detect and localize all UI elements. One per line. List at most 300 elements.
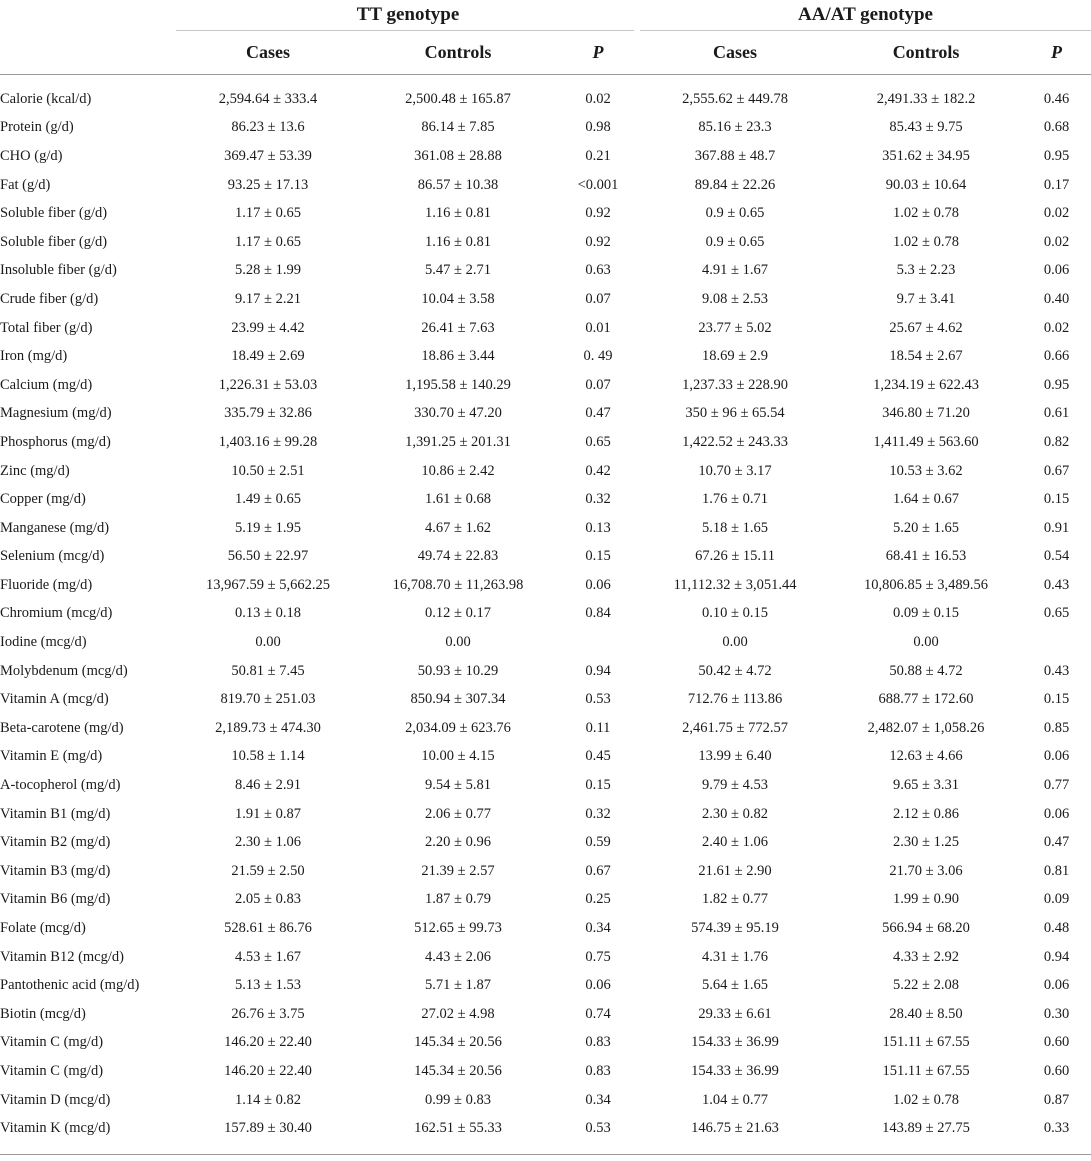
tt-p-cell: 0.65 (585, 433, 611, 450)
tt-p-cell: 0.98 (585, 119, 611, 136)
row-label: Calorie (kcal/d) (0, 90, 92, 107)
tt-controls-cell: 27.02 ± 4.98 (421, 1005, 495, 1022)
tt-p-cell: 0.07 (585, 290, 611, 307)
aa-controls-cell: 25.67 ± 4.62 (889, 319, 963, 336)
aa-cases-cell: 154.33 ± 36.99 (691, 1034, 779, 1051)
row-label: Chromium (mcg/d) (0, 605, 113, 622)
tt-controls-cell: 1,195.58 ± 140.29 (405, 376, 511, 393)
aa-cases-cell: 146.75 ± 21.63 (691, 1120, 779, 1137)
aa-controls-cell: 346.80 ± 71.20 (882, 405, 970, 422)
row-label: Vitamin K (mcg/d) (0, 1120, 111, 1137)
table-row (0, 1086, 1091, 1115)
row-label: Zinc (mg/d) (0, 462, 70, 479)
table-row (0, 600, 1091, 629)
aa-cases-cell: 1,237.33 ± 228.90 (682, 376, 788, 393)
tt-p-cell: 0.15 (585, 777, 611, 794)
aa-controls-cell: 2,482.07 ± 1,058.26 (867, 719, 985, 736)
tt-cases-cell: 1,226.31 ± 53.03 (218, 376, 318, 393)
aa-controls-cell: 2,491.33 ± 182.2 (876, 90, 976, 107)
tt-p-cell: 0.45 (585, 748, 611, 765)
aa-cases-cell: 85.16 ± 23.3 (698, 119, 772, 136)
aa-p-cell: 0.95 (1043, 147, 1070, 164)
aa-p-cell: 0.91 (1043, 519, 1070, 536)
aa-controls-cell: 2.30 ± 1.25 (893, 834, 960, 851)
tt-p-cell: 0.07 (585, 376, 611, 393)
aa-cases-cell: 574.39 ± 95.19 (691, 920, 779, 937)
aa-controls-cell: 1,411.49 ± 563.60 (873, 433, 979, 450)
aa-p-cell: 0.06 (1043, 805, 1070, 822)
table-bottom-rule (0, 1154, 1091, 1155)
aa-cases-cell: 18.69 ± 2.9 (702, 348, 769, 365)
tt-p-cell: 0.32 (585, 491, 611, 508)
tt-controls-cell: 2,500.48 ± 165.87 (405, 90, 511, 107)
aa-cases-cell: 712.76 ± 113.86 (687, 691, 783, 708)
row-label: Vitamin B2 (mg/d) (0, 834, 111, 851)
aa-p-cell: 0.33 (1043, 1120, 1070, 1137)
table-row (0, 257, 1091, 286)
aa-p-cell: 0.95 (1043, 376, 1070, 393)
tt-p-cell (556, 628, 640, 657)
tt-cases-cell: 8.46 ± 2.91 (235, 777, 301, 794)
row-label: Soluble fiber (g/d) (0, 233, 108, 250)
col-header-tt-cases: Cases (246, 41, 290, 62)
aa-p-cell: 0.60 (1043, 1062, 1070, 1079)
row-label: Iodine (mcg/d) (0, 634, 87, 651)
tt-controls-cell: 1,391.25 ± 201.31 (405, 433, 511, 450)
tt-p-cell: 0.15 (585, 548, 611, 565)
aa-p-cell: 0.06 (1043, 748, 1070, 765)
aa-controls-cell: 5.22 ± 2.08 (893, 977, 960, 994)
tt-controls-cell: 10.00 ± 4.15 (421, 748, 495, 765)
row-label: Beta-carotene (mg/d) (0, 719, 124, 736)
aa-p-cell (1022, 628, 1091, 657)
tt-controls-cell: 0.99 ± 0.83 (425, 1091, 491, 1108)
aa-p-cell: 0.61 (1043, 405, 1070, 422)
aa-p-cell: 0.77 (1043, 777, 1070, 794)
table-row (0, 628, 1091, 657)
aa-controls-cell: 143.89 ± 27.75 (882, 1120, 970, 1137)
aa-controls-cell: 0.00 (913, 634, 939, 651)
aa-p-cell: 0.60 (1043, 1034, 1070, 1051)
tt-controls-cell: 86.57 ± 10.38 (417, 176, 499, 193)
aa-p-cell: 0.81 (1043, 862, 1070, 879)
aa-p-cell: 0.15 (1043, 691, 1070, 708)
tt-controls-cell: 1.61 ± 0.68 (425, 491, 491, 508)
row-label: Selenium (mcg/d) (0, 548, 105, 565)
aa-p-cell: 0.65 (1043, 605, 1070, 622)
row-label: Copper (mg/d) (0, 491, 86, 508)
tt-controls-cell: 18.86 ± 3.44 (421, 348, 495, 365)
aa-cases-cell: 23.77 ± 5.02 (698, 319, 772, 336)
row-label: Phosphorus (mg/d) (0, 433, 111, 450)
tt-p-cell: 0.92 (585, 205, 611, 222)
aa-cases-cell: 29.33 ± 6.61 (698, 1005, 772, 1022)
row-label: Vitamin D (mcg/d) (0, 1091, 111, 1108)
tt-p-cell: 0.21 (585, 147, 611, 164)
tt-p-cell: 0.67 (585, 862, 611, 879)
aa-p-cell: 0.68 (1043, 119, 1070, 136)
tt-cases-cell: 23.99 ± 4.42 (231, 319, 305, 336)
tt-controls-cell: 2.20 ± 0.96 (425, 834, 491, 851)
col-header-aa-p: P (1051, 41, 1063, 62)
aa-cases-cell: 2,555.62 ± 449.78 (682, 90, 788, 107)
table-row (0, 886, 1091, 915)
tt-p-cell: 0.02 (585, 90, 611, 107)
aa-controls-cell: 5.20 ± 1.65 (893, 519, 960, 536)
aa-p-cell: 0.17 (1043, 176, 1070, 193)
table-row (0, 1057, 1091, 1086)
aa-controls-cell: 4.33 ± 2.92 (893, 948, 960, 965)
empty-label-header (0, 30, 176, 74)
aa-controls-cell: 151.11 ± 67.55 (882, 1034, 970, 1051)
tt-p-cell: 0.83 (585, 1062, 611, 1079)
row-label: Insoluble fiber (g/d) (0, 262, 117, 279)
aa-controls-cell: 21.70 ± 3.06 (889, 862, 963, 879)
aa-cases-cell: 2.30 ± 0.82 (702, 805, 769, 822)
table-row (0, 1114, 1091, 1143)
tt-cases-cell: 2,594.64 ± 333.4 (218, 90, 318, 107)
aa-cases-cell: 9.79 ± 4.53 (702, 777, 769, 794)
aa-cases-cell: 0.00 (722, 634, 748, 651)
aa-p-cell: 0.43 (1043, 662, 1070, 679)
tt-cases-cell: 26.76 ± 3.75 (231, 1005, 305, 1022)
tt-p-cell: 0.42 (585, 462, 611, 479)
tt-controls-cell: 361.08 ± 28.88 (414, 147, 502, 164)
aa-cases-cell: 1,422.52 ± 243.33 (682, 433, 788, 450)
table-body (0, 85, 1091, 1143)
tt-cases-cell: 157.89 ± 30.40 (224, 1120, 312, 1137)
row-label: Vitamin C (mg/d) (0, 1034, 104, 1051)
aa-controls-cell: 90.03 ± 10.64 (885, 176, 967, 193)
tt-p-cell: 0.25 (585, 891, 611, 908)
tt-p-cell: 0.63 (585, 262, 611, 279)
aa-controls-cell: 5.3 ± 2.23 (896, 262, 956, 279)
aa-controls-cell: 1.64 ± 0.67 (893, 491, 960, 508)
aa-cases-cell: 5.18 ± 1.65 (702, 519, 769, 536)
tt-controls-cell: 1.87 ± 0.79 (425, 891, 491, 908)
aa-controls-cell: 2.12 ± 0.86 (893, 805, 960, 822)
aa-controls-cell: 10.53 ± 3.62 (889, 462, 963, 479)
tt-cases-cell: 56.50 ± 22.97 (227, 548, 309, 565)
row-label: Fat (g/d) (0, 176, 51, 193)
table-row (0, 314, 1091, 343)
aa-p-cell: 0.06 (1043, 262, 1070, 279)
aa-cases-cell: 50.42 ± 4.72 (698, 662, 772, 679)
aa-p-cell: 0.09 (1043, 891, 1070, 908)
row-label: Vitamin B1 (mg/d) (0, 805, 111, 822)
tt-group-rule (176, 30, 634, 31)
tt-cases-cell: 146.20 ± 22.40 (224, 1062, 312, 1079)
aa-p-cell: 0.30 (1043, 1005, 1070, 1022)
aa-controls-cell: 351.62 ± 34.95 (882, 147, 970, 164)
row-label: Protein (g/d) (0, 119, 74, 136)
aa-cases-cell: 1.82 ± 0.77 (702, 891, 769, 908)
aa-p-cell: 0.48 (1043, 920, 1070, 937)
tt-controls-cell: 21.39 ± 2.57 (421, 862, 495, 879)
table-row (0, 285, 1091, 314)
aa-controls-cell: 1.99 ± 0.90 (893, 891, 960, 908)
aa-controls-cell: 151.11 ± 67.55 (882, 1062, 970, 1079)
aa-cases-cell: 0.9 ± 0.65 (705, 205, 765, 222)
aa-cases-cell: 0.9 ± 0.65 (705, 233, 765, 250)
tt-p-cell: 0.13 (585, 519, 611, 536)
tt-p-cell: 0.01 (585, 319, 611, 336)
aa-controls-cell: 566.94 ± 68.20 (882, 920, 970, 937)
column-header-row (0, 30, 1091, 74)
tt-cases-cell: 10.58 ± 1.14 (231, 748, 305, 765)
table-row (0, 485, 1091, 514)
table-row (0, 85, 1091, 114)
tt-cases-cell: 1,403.16 ± 99.28 (218, 433, 318, 450)
tt-cases-cell: 2,189.73 ± 474.30 (215, 719, 321, 736)
aa-controls-cell: 688.77 ± 172.60 (878, 691, 974, 708)
aa-p-cell: 0.06 (1043, 977, 1070, 994)
aa-p-cell: 0.46 (1043, 90, 1070, 107)
tt-controls-cell: 0.00 (445, 634, 471, 651)
aa-controls-cell: 1.02 ± 0.78 (893, 205, 960, 222)
aa-controls-cell: 85.43 ± 9.75 (889, 119, 963, 136)
tt-controls-cell: 162.51 ± 55.33 (414, 1120, 502, 1137)
tt-cases-cell: 13,967.59 ± 5,662.25 (206, 576, 330, 593)
tt-controls-cell: 850.94 ± 307.34 (410, 691, 506, 708)
row-label: Soluble fiber (g/d) (0, 205, 108, 222)
aa-p-cell: 0.02 (1043, 319, 1070, 336)
tt-cases-cell: 9.17 ± 2.21 (235, 290, 301, 307)
tt-p-cell: 0.53 (585, 1120, 611, 1137)
tt-p-cell: 0.74 (585, 1005, 611, 1022)
table-row (0, 371, 1091, 400)
tt-cases-cell: 86.23 ± 13.6 (231, 119, 305, 136)
table-row (0, 914, 1091, 943)
tt-controls-cell: 10.04 ± 3.58 (421, 290, 495, 307)
col-header-aa-controls: Controls (892, 41, 960, 62)
tt-cases-cell: 2.30 ± 1.06 (235, 834, 301, 851)
table-row (0, 571, 1091, 600)
tt-cases-cell: 5.28 ± 1.99 (235, 262, 301, 279)
aa-controls-cell: 1.02 ± 0.78 (893, 1091, 960, 1108)
tt-controls-cell: 330.70 ± 47.20 (414, 405, 502, 422)
aa-p-cell: 0.02 (1043, 205, 1070, 222)
aa-p-cell: 0.66 (1043, 348, 1070, 365)
row-label: Calcium (mg/d) (0, 376, 93, 393)
table-row (0, 943, 1091, 972)
tt-cases-cell: 1.14 ± 0.82 (235, 1091, 301, 1108)
tt-p-cell: 0.47 (585, 405, 611, 422)
row-label: Crude fiber (g/d) (0, 290, 99, 307)
aa-cases-cell: 5.64 ± 1.65 (702, 977, 769, 994)
col-header-tt-p: P (592, 41, 604, 62)
tt-cases-cell: 369.47 ± 53.39 (224, 147, 312, 164)
group-header-aa-at: AA/AT genotype (798, 4, 933, 25)
tt-controls-cell: 2.06 ± 0.77 (425, 805, 491, 822)
aa-p-cell: 0.87 (1043, 1091, 1070, 1108)
tt-p-cell: 0.32 (585, 805, 611, 822)
aa-cases-cell: 1.76 ± 0.71 (702, 491, 769, 508)
table-row (0, 400, 1091, 429)
aa-p-cell: 0.54 (1043, 548, 1070, 565)
tt-controls-cell: 49.74 ± 22.83 (417, 548, 499, 565)
table-row (0, 1029, 1091, 1058)
table-row (0, 171, 1091, 200)
row-label: Folate (mcg/d) (0, 920, 86, 937)
aa-controls-cell: 1,234.19 ± 622.43 (873, 376, 979, 393)
aa-controls-cell: 18.54 ± 2.67 (889, 348, 963, 365)
aa-controls-cell: 0.09 ± 0.15 (893, 605, 960, 622)
table-row (0, 457, 1091, 486)
row-label: Vitamin A (mcg/d) (0, 691, 109, 708)
tt-controls-cell: 1.16 ± 0.81 (425, 205, 491, 222)
tt-controls-cell: 16,708.70 ± 11,263.98 (392, 576, 524, 593)
tt-cases-cell: 5.13 ± 1.53 (235, 977, 301, 994)
table-row (0, 142, 1091, 171)
aa-controls-cell: 28.40 ± 8.50 (889, 1005, 963, 1022)
tt-p-cell: 0.92 (585, 233, 611, 250)
tt-controls-cell: 4.67 ± 1.62 (425, 519, 491, 536)
tt-controls-cell: 86.14 ± 7.85 (421, 119, 495, 136)
aa-p-cell: 0.82 (1043, 433, 1070, 450)
tt-cases-cell: 1.49 ± 0.65 (235, 491, 301, 508)
tt-cases-cell: 1.17 ± 0.65 (235, 233, 301, 250)
tt-cases-cell: 2.05 ± 0.83 (235, 891, 301, 908)
table-row (0, 771, 1091, 800)
aa-controls-cell: 10,806.85 ± 3,489.56 (864, 576, 989, 593)
tt-p-cell: 0.53 (585, 691, 611, 708)
row-label: A-tocopherol (mg/d) (0, 777, 121, 794)
table-row (0, 857, 1091, 886)
tt-p-cell: 0.34 (585, 920, 611, 937)
tt-cases-cell: 146.20 ± 22.40 (224, 1034, 312, 1051)
tt-cases-cell: 93.25 ± 17.13 (227, 176, 309, 193)
row-label: Pantothenic acid (mg/d) (0, 977, 140, 994)
tt-p-cell: 0.06 (585, 977, 611, 994)
empty-corner (0, 0, 176, 30)
group-header-tt: TT genotype (356, 4, 460, 25)
table-row (0, 800, 1091, 829)
aa-cases-cell: 2.40 ± 1.06 (702, 834, 769, 851)
aa-cases-cell: 21.61 ± 2.90 (698, 862, 772, 879)
table-row (0, 514, 1091, 543)
row-label: Vitamin E (mg/d) (0, 748, 103, 765)
tt-p-cell: 0.06 (585, 576, 611, 593)
table-row (0, 543, 1091, 572)
tt-controls-cell: 9.54 ± 5.81 (425, 777, 491, 794)
row-label: Fluoride (mg/d) (0, 576, 93, 593)
tt-p-cell: 0.84 (585, 605, 611, 622)
aa-cases-cell: 2,461.75 ± 772.57 (682, 719, 788, 736)
aa-cases-cell: 367.88 ± 48.7 (694, 147, 776, 164)
row-label: Manganese (mg/d) (0, 519, 110, 536)
aa-p-cell: 0.43 (1043, 576, 1070, 593)
table-row (0, 1000, 1091, 1029)
row-label: Iron (mg/d) (0, 348, 68, 365)
table-row (0, 428, 1091, 457)
tt-cases-cell: 819.70 ± 251.03 (220, 691, 316, 708)
tt-cases-cell: 1.91 ± 0.87 (235, 805, 301, 822)
aa-controls-cell: 1.02 ± 0.78 (893, 233, 960, 250)
tt-cases-cell: 4.53 ± 1.67 (235, 948, 301, 965)
table-row (0, 657, 1091, 686)
tt-controls-cell: 145.34 ± 20.56 (414, 1062, 502, 1079)
row-label: Vitamin B3 (mg/d) (0, 862, 111, 879)
row-label: Molybdenum (mcg/d) (0, 662, 128, 679)
tt-controls-cell: 0.12 ± 0.17 (425, 605, 491, 622)
tt-controls-cell: 5.71 ± 1.87 (425, 977, 491, 994)
table-row (0, 828, 1091, 857)
aa-cases-cell: 0.10 ± 0.15 (702, 605, 769, 622)
tt-controls-cell: 2,034.09 ± 623.76 (405, 719, 511, 736)
aa-controls-cell: 50.88 ± 4.72 (889, 662, 963, 679)
tt-p-cell: <0.001 (577, 176, 619, 193)
tt-controls-cell: 4.43 ± 2.06 (425, 948, 491, 965)
row-label: Biotin (mcg/d) (0, 1005, 86, 1022)
tt-controls-cell: 512.65 ± 99.73 (414, 920, 502, 937)
aa-cases-cell: 11,112.32 ± 3,051.44 (673, 576, 797, 593)
tt-controls-cell: 26.41 ± 7.63 (421, 319, 495, 336)
aa-cases-cell: 4.31 ± 1.76 (702, 948, 769, 965)
tt-p-cell: 0.59 (585, 834, 611, 851)
row-label: CHO (g/d) (0, 147, 63, 164)
row-label: Magnesium (mg/d) (0, 405, 112, 422)
tt-cases-cell: 0.13 ± 0.18 (235, 605, 301, 622)
aa-cases-cell: 154.33 ± 36.99 (691, 1062, 779, 1079)
table-row (0, 743, 1091, 772)
row-label: Vitamin C (mg/d) (0, 1062, 104, 1079)
tt-controls-cell: 145.34 ± 20.56 (414, 1034, 502, 1051)
tt-controls-cell: 10.86 ± 2.42 (421, 462, 495, 479)
table-row (0, 714, 1091, 743)
tt-cases-cell: 335.79 ± 32.86 (224, 405, 312, 422)
table-row (0, 199, 1091, 228)
aa-cases-cell: 13.99 ± 6.40 (698, 748, 772, 765)
tt-cases-cell: 5.19 ± 1.95 (235, 519, 301, 536)
aa-p-cell: 0.67 (1043, 462, 1070, 479)
aa-cases-cell: 67.26 ± 15.11 (695, 548, 775, 565)
aa-p-cell: 0.15 (1043, 491, 1070, 508)
table-row (0, 685, 1091, 714)
aa-cases-cell: 350 ± 96 ± 65.54 (685, 405, 785, 422)
tt-p-cell: 0.94 (585, 662, 611, 679)
aa-p-cell: 0.47 (1043, 834, 1070, 851)
tt-controls-cell: 50.93 ± 10.29 (417, 662, 499, 679)
aa-cases-cell: 89.84 ± 22.26 (694, 176, 776, 193)
tt-cases-cell: 50.81 ± 7.45 (231, 662, 305, 679)
table-row (0, 228, 1091, 257)
aa-cases-cell: 4.91 ± 1.67 (702, 262, 769, 279)
tt-cases-cell: 528.61 ± 86.76 (224, 920, 312, 937)
aa-p-cell: 0.40 (1043, 290, 1070, 307)
tt-p-cell: 0.11 (585, 719, 611, 736)
aa-controls-cell: 9.65 ± 3.31 (893, 777, 960, 794)
tt-controls-cell: 1.16 ± 0.81 (425, 233, 491, 250)
aa-cases-cell: 9.08 ± 2.53 (702, 290, 769, 307)
row-label: Vitamin B6 (mg/d) (0, 891, 111, 908)
col-header-aa-cases: Cases (713, 41, 758, 62)
tt-p-cell: 0. 49 (583, 348, 613, 365)
group-header-row (0, 0, 1091, 30)
tt-controls-cell: 5.47 ± 2.71 (425, 262, 491, 279)
col-header-tt-controls: Controls (424, 41, 492, 62)
aa-p-cell: 0.85 (1043, 719, 1070, 736)
tt-p-cell: 0.34 (585, 1091, 611, 1108)
tt-cases-cell: 18.49 ± 2.69 (231, 348, 305, 365)
aa-controls-cell: 68.41 ± 16.53 (885, 548, 967, 565)
aa-controls-cell: 9.7 ± 3.41 (896, 290, 956, 307)
tt-p-cell: 0.75 (585, 948, 611, 965)
tt-cases-cell: 10.50 ± 2.51 (231, 462, 305, 479)
aa-cases-cell: 1.04 ± 0.77 (702, 1091, 769, 1108)
row-label: Vitamin B12 (mcg/d) (0, 948, 124, 965)
tt-cases-cell: 1.17 ± 0.65 (235, 205, 301, 222)
